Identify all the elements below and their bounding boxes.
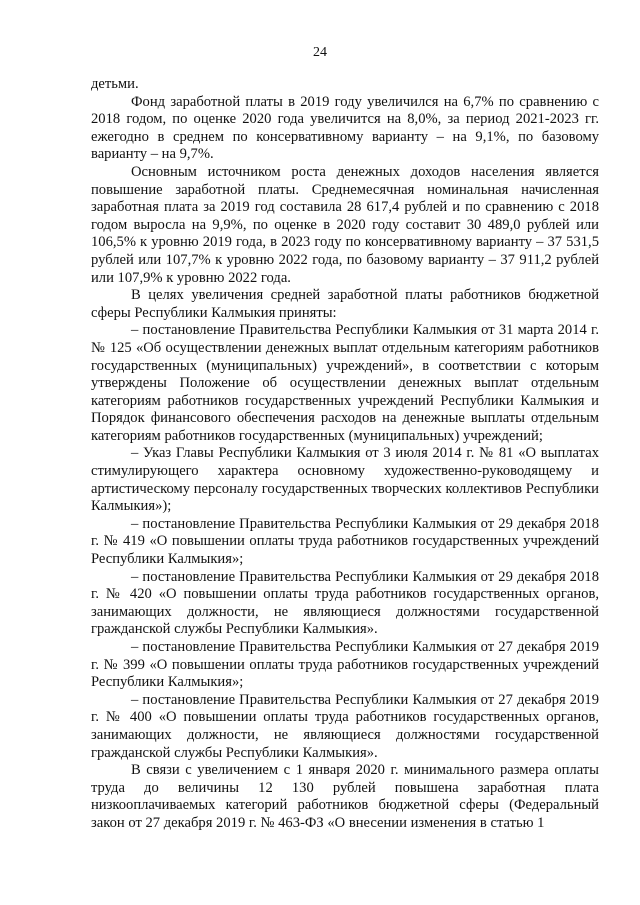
paragraph-minimum-wage: В связи с увеличением с 1 января 2020 г. минимального размера оплаты труда до величины 12 130 рублей повышена заработная плата низкооплачиваемых категорий работников бюджетной сферы (Федеральный закон от 27 декабря 2019 г. № 463-ФЗ «О внесении изменения в статью 1 xyxy=(91,762,599,831)
paragraph-continuation: детьми. xyxy=(91,76,139,92)
paragraph-wage-fund: Фонд заработной платы в 2019 году увеличился на 6,7% по сравнению с 2018 годом, по оценке 2020 года увеличится на 8,0%, за период 2021-2023 гг. ежегодно в среднем по консервативному варианту – на 9,1%, по базовому варианту – на 9,7%. xyxy=(91,93,599,163)
paragraph-measures-intro: В целях увеличения средней заработной платы работников бюджетной сферы Республики Калмыкия приняты: xyxy=(91,287,599,321)
list-item-resolution-125: – постановление Правительства Республики Калмыкия от 31 марта 2014 г. № 125 «Об осуществлении денежных выплат отдельным категориям работников государственных (муниципальных) учреждений», в соответствии с которым утверждены Положение об осуществлении денежных выплат отдельным категориям работников государственных учреждений Республики Калмыкия и Порядок финансового обеспечения расходов на денежные выплаты отдельным категориям работников государственных (муниципальных) учреждений; xyxy=(91,322,599,444)
list-item-resolution-400: – постановление Правительства Республики Калмыкия от 27 декабря 2019 г. № 400 «О повышении оплаты труда работников государственных органов, занимающих должности, не являющиеся должностями государственной гражданской службы Республики Калмыкия». xyxy=(91,691,599,761)
list-item-resolution-419: – постановление Правительства Республики Калмыкия от 29 декабря 2018 г. № 419 «О повышении оплаты труда работников государственных учреждений Республики Калмыкия»; xyxy=(91,515,599,568)
list-item-decree-81: – Указ Главы Республики Калмыкия от 3 июля 2014 г. № 81 «О выплатах стимулирующего характера основному художественно-руководящему и артистическому персоналу государственных творческих коллективов Республики Калмыкия»); xyxy=(91,445,599,515)
paragraph-income-growth: Основным источником роста денежных доходов населения является повышение заработной платы. Среднемесячная номинальная начисленная заработная плата за 2019 год составила 28 617,4 рублей и по сравнению с 2018 годом выросла на 9,9%, по оценке в 2020 году составит 30 489,0 рублей или 106,5% к уровню 2019 года, в 2023 году по консервативному варианту – 37 531,5 рублей или 107,7% к уровню 2022 года, по базовому варианту – 37 911,2 рублей или 107,9% к уровню 2022 года. xyxy=(91,163,599,286)
document-body xyxy=(91,76,599,833)
list-item-resolution-399: – постановление Правительства Республики Калмыкия от 27 декабря 2019 г. № 399 «О повышении оплаты труда работников государственных учреждений Республики Калмыкия»; xyxy=(91,639,599,691)
page-number: 24 xyxy=(313,45,327,60)
list-item-resolution-420: – постановление Правительства Республики Калмыкия от 29 декабря 2018 г. № 420 «О повышении оплаты труда работников государственных органов, занимающих должности, не являющиеся должностями государственной гражданской службы Республики Калмыкия». xyxy=(91,568,599,638)
